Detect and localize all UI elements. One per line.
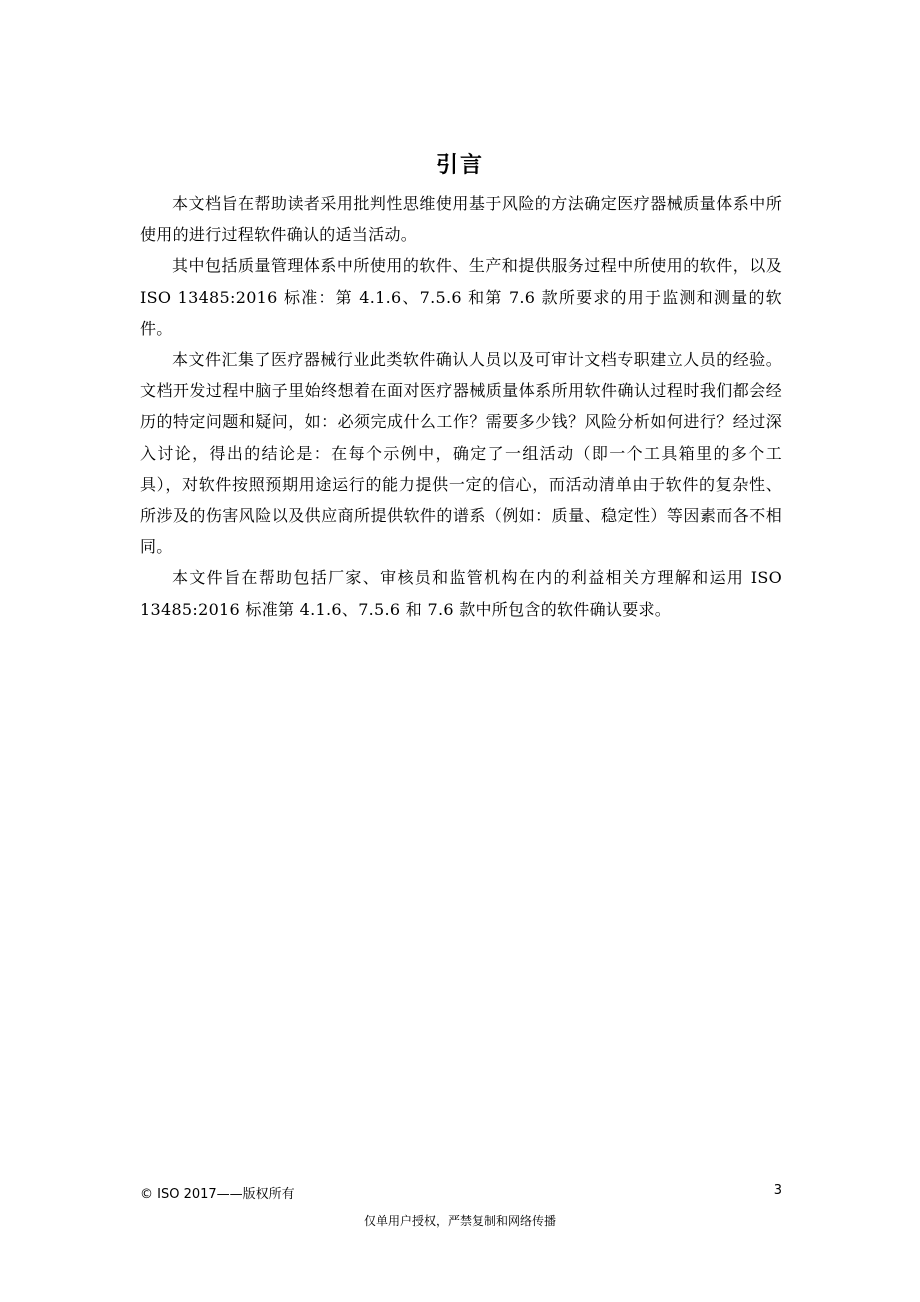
license-notice: 仅单用户授权，严禁复制和网络传播 (363, 1214, 556, 1228)
paragraph-4: 本文件旨在帮助包括厂家、审核员和监管机构在内的利益相关方理解和运用 ISO 13485:2016 标准第 4.1.6、7.5.6 和 7.6 款中所包含的软件确认要求。 (140, 568, 782, 619)
paragraph-3: 本文件汇集了医疗器械行业此类软件确认人员以及可审计文档专职建立人员的经验。文档开发过程中脑子里始终想着在面对医疗器械质量体系所用软件确认过程时我们都会经历的特定问题和疑问，如：必须完成什么工作？需要多少钱？风险分析如何进行？经过深入讨论，得出的结论是：在每个示例中，确定了一组活动（即一个工具箱里的多个工具），对软件按照预期用途运行的能力提供一定的信心，而活动清单由于软件的复杂性、所涉及的伤害风险以及供应商所提供软件的谱系（例如：质量、稳定性）等因素而各不相同。 (140, 350, 782, 557)
body-text (140, 188, 782, 625)
page-title: 引言 (435, 153, 484, 178)
footer-page-number: 3 (773, 1183, 782, 1198)
paragraph-1: 本文档旨在帮助读者采用批判性思维使用基于风险的方法确定医疗器械质量体系中所使用的进行过程软件确认的适当活动。 (140, 194, 782, 245)
footer-copyright: © ISO 2017——版权所有 (140, 1187, 295, 1202)
paragraph-2: 其中包括质量管理体系中所使用的软件、生产和提供服务过程中所使用的软件，以及 ISO 13485:2016 标准：第 4.1.6、7.5.6 和第 7.6 款所要求的用于监测和测量的软件。 (140, 256, 782, 338)
